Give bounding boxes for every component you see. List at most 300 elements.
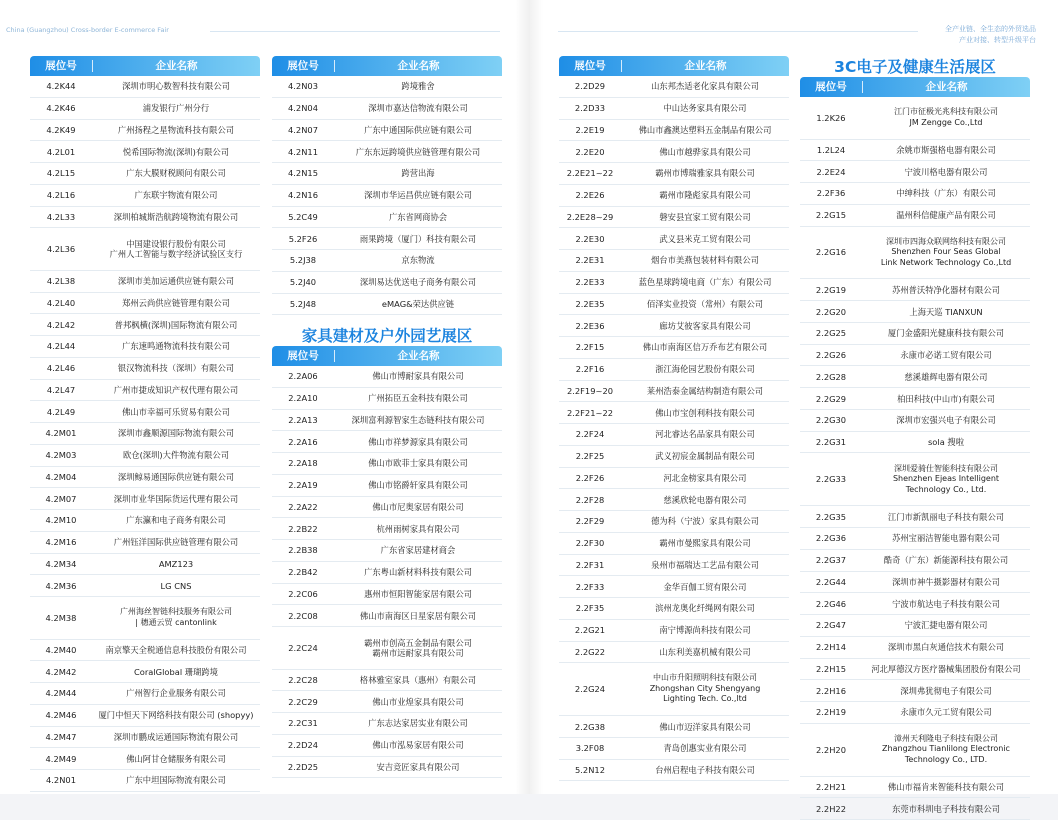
table-row: [30, 228, 260, 271]
booth-number: 2.2G38: [574, 721, 606, 732]
table-row: [272, 294, 502, 316]
table-row: [800, 615, 1030, 637]
booth-column-header: 展位号: [30, 60, 93, 72]
table-body: [272, 76, 502, 315]
table-row: [272, 185, 502, 207]
booth-number: 1.2K26: [816, 112, 846, 123]
table-row: [559, 163, 789, 185]
company-name: 泉州市福瑞达工艺品有限公司: [651, 559, 759, 570]
company-name: 霸州市博瑞雅家具有限公司: [655, 168, 755, 179]
company-name: 佰泽实业投资（常州）有限公司: [646, 298, 764, 309]
company-name: LG CNS: [160, 580, 192, 591]
table-row: [272, 497, 502, 519]
table-row: [800, 366, 1030, 388]
booth-number: 4.2L46: [46, 363, 76, 374]
booth-number: 5.2C49: [288, 211, 318, 222]
company-name: 东莞市科圳电子科技有限公司: [892, 803, 1000, 814]
booth-number: 2.2F31: [575, 559, 605, 570]
company-name: 佛山市尼奥家居有限公司: [372, 501, 464, 512]
table-row: [559, 250, 789, 272]
table-row: [30, 661, 260, 683]
table-row: [559, 555, 789, 577]
booth-number: 4.2M38: [45, 612, 77, 623]
booth-number: 2.2B22: [288, 523, 318, 534]
company-name: 深圳富利源智家生态链科技有限公司: [351, 414, 485, 425]
booth-number: 2.2C29: [288, 696, 318, 707]
table-row: [272, 757, 502, 779]
company-name: 漳州天利隆电子科技有限公司 Zhangzhou Tianlilong Electronic Technology Co., LTD.: [882, 733, 1010, 764]
booth-number: 4.2L42: [46, 319, 76, 330]
company-name: 南宁博源尚科技有限公司: [659, 625, 751, 636]
table-row: [800, 410, 1030, 432]
company-name: 佛山市南海区日星家居有限公司: [359, 610, 477, 621]
booth-number: 2.2G16: [815, 247, 847, 258]
company-name: 广东中坦国际物流有限公司: [126, 775, 226, 786]
table-row: [30, 488, 260, 510]
table-row: [272, 453, 502, 475]
table-row: [800, 323, 1030, 345]
table-body: [800, 97, 1030, 820]
company-name: 磐安县宜家工贸有限公司: [659, 211, 751, 222]
company-name: 中山达务家具有限公司: [663, 103, 747, 114]
booth-number: 2.2G24: [574, 684, 606, 695]
table-row: [800, 506, 1030, 528]
table-row: [30, 293, 260, 315]
table-row: [800, 724, 1030, 777]
booth-number: 2.2G28: [815, 371, 847, 382]
booth-number: 2.2G30: [815, 415, 847, 426]
company-name: 山东利美嘉机械有限公司: [659, 646, 751, 657]
exhibitor-table-4: [559, 56, 789, 781]
booth-number: 2.2C24: [288, 642, 318, 653]
booth-number: 2.2D25: [287, 761, 319, 772]
table-row: [800, 637, 1030, 659]
table-row: [800, 593, 1030, 615]
booth-number: 4.2L40: [46, 297, 76, 308]
company-name: 深圳市业华国际货运代理有限公司: [113, 493, 239, 504]
booth-number: 4.2N07: [288, 124, 318, 135]
company-name: 滨州龙奥化纤绳网有限公司: [655, 603, 755, 614]
company-name: 青岛创惠实业有限公司: [663, 743, 747, 754]
table-row: [30, 554, 260, 576]
table-row: [272, 388, 502, 410]
company-name: 山东邦杰适老化家具有限公司: [651, 81, 759, 92]
booth-number: 2.2A18: [288, 458, 318, 469]
company-name: 霸州市创高五金制品有限公司 霸州市远耐家具有限公司: [364, 637, 472, 658]
table-row: [800, 227, 1030, 280]
company-name: 中绅科技（广东）有限公司: [896, 188, 996, 199]
company-name: 欧仓(深圳)大件物流有限公司: [122, 450, 230, 461]
table-row: [800, 345, 1030, 367]
booth-number: 2.2H14: [816, 642, 846, 653]
page-fold: [515, 0, 543, 794]
booth-number: 2.2E24: [816, 166, 846, 177]
table-header: [800, 77, 1030, 97]
table-row: [559, 663, 789, 716]
table-row: [272, 562, 502, 584]
booth-number: 4.2M16: [45, 537, 77, 548]
table-row: [30, 748, 260, 770]
table-row: [272, 207, 502, 229]
company-name: 银汉物流科技（深圳）有限公司: [117, 363, 235, 374]
table-row: [272, 475, 502, 497]
booth-number: 2.2F19~20: [566, 385, 614, 396]
table-row: [30, 380, 260, 402]
company-name: 深圳鲸易通国际供应链有限公司: [117, 471, 235, 482]
header-left-text: China (Guangzhou) Cross-border E-commerce Fair: [6, 26, 169, 34]
booth-number: 2.2E19: [575, 124, 605, 135]
table-row: [559, 381, 789, 403]
table-row: [30, 336, 260, 358]
booth-number: 4.2M46: [45, 710, 77, 721]
company-name: 金华百伽工贸有限公司: [663, 581, 747, 592]
booth-number: 2.2E33: [575, 277, 605, 288]
company-name: 深圳市明心数智科技有限公司: [122, 81, 230, 92]
booth-number: 5.2N12: [575, 765, 605, 775]
table-row: [559, 598, 789, 620]
table-row: [272, 410, 502, 432]
booth-number: 2.2G31: [815, 437, 847, 447]
booth-number: 4.2L36: [46, 244, 76, 254]
table-row: [30, 727, 260, 749]
table-row: [272, 120, 502, 142]
company-name: 悦希国际物流(深圳)有限公司: [122, 146, 230, 157]
section-title-furniture: 家具建材及户外园艺展区: [301, 327, 473, 345]
exhibitor-table-3: [272, 346, 502, 778]
table-row: [30, 770, 260, 792]
table-row: [800, 161, 1030, 183]
table-row: [30, 532, 260, 554]
booth-number: 4.2L44: [46, 341, 76, 352]
table-row: [800, 550, 1030, 572]
booth-number: 5.2J48: [289, 298, 317, 309]
company-name: 深圳市黑白灰通信技术有限公司: [887, 642, 1005, 653]
booth-number: 2.2B42: [288, 567, 318, 578]
table-row: [30, 640, 260, 662]
company-name: 广州智行企业服务有限公司: [126, 688, 226, 699]
booth-number: 2.2F26: [575, 472, 605, 483]
table-row: [559, 620, 789, 642]
company-name: 广州钰洋国际供应链管理有限公司: [113, 537, 239, 548]
table-row: [30, 597, 260, 640]
table-row: [30, 207, 260, 229]
company-name: eMAG&荣达供应链: [381, 298, 455, 309]
table-row: [30, 120, 260, 142]
table-row: [30, 445, 260, 467]
company-column-header: 企业名称: [684, 60, 727, 72]
table-row: [559, 489, 789, 511]
table-row: [800, 453, 1030, 506]
table-row: [272, 518, 502, 540]
company-name: sola 搜啦: [927, 437, 965, 447]
table-row: [272, 605, 502, 627]
company-name: 武义初宸金属制品有限公司: [655, 451, 755, 462]
table-row: [559, 359, 789, 381]
company-name: 烟台市美燕包装材料有限公司: [651, 255, 759, 266]
header-divider-right: [558, 31, 918, 32]
booth-number: 4.2N15: [288, 168, 318, 179]
booth-number: 2.2H20: [816, 744, 846, 755]
booth-number: 2.2F29: [575, 516, 605, 527]
table-row: [800, 702, 1030, 724]
company-name: 蓝色星球跨境电商（广东）有限公司: [638, 277, 772, 288]
booth-number: 2.2A22: [288, 501, 318, 512]
company-column-header: 企业名称: [397, 60, 440, 72]
company-name: 广东瀛和电子商务有限公司: [126, 515, 226, 526]
table-row: [559, 533, 789, 555]
booth-number: 2.2E26: [575, 190, 605, 201]
table-row: [30, 575, 260, 597]
company-name: 中山市升阳照明科技有限公司 Zhongshan City Shengyang Lighting Tech. Co.,ltd: [649, 673, 761, 704]
booth-number: 2.2H19: [816, 707, 846, 718]
booth-number: 2.2G33: [815, 474, 847, 485]
booth-number: 2.2H22: [816, 803, 846, 814]
table-header: [30, 56, 260, 76]
booth-number: 2.2F36: [816, 188, 846, 199]
table-row: [30, 98, 260, 120]
booth-number: 4.2M47: [45, 731, 77, 742]
company-name: 廊坊艾彼客家具有限公司: [659, 320, 751, 331]
company-name: 杭州雨树家具有限公司: [376, 523, 460, 534]
company-column-header: 企业名称: [925, 81, 968, 93]
booth-number: 2.2E21~22: [566, 168, 614, 179]
table-row: [559, 76, 789, 98]
booth-number: 2.2E31: [575, 255, 605, 266]
company-name: 厦门金盛阳光健康科技有限公司: [887, 328, 1005, 339]
table-row: [30, 510, 260, 532]
table-row: [272, 584, 502, 606]
booth-number: 2.2A16: [288, 436, 318, 447]
table-row: [559, 294, 789, 316]
booth-number: 4.2M07: [45, 493, 77, 504]
booth-number: 2.2G36: [815, 533, 847, 544]
company-name: 深圳市神牛摄影器材有限公司: [892, 576, 1000, 587]
company-name: 永康市必诺工贸有限公司: [900, 350, 992, 360]
booth-number: 2.2G44: [815, 576, 847, 587]
company-name: 佛山市铭爵轩家具有限公司: [368, 480, 468, 491]
company-name: 南京擎天全税通信息科技股份有限公司: [105, 644, 247, 655]
company-name: 广东东远跨境供应链管理有限公司: [355, 146, 481, 157]
table-row: [800, 432, 1030, 454]
company-name: 广东联宇物流有限公司: [134, 190, 218, 201]
company-name: 深圳市美加运通供应链有限公司: [117, 276, 235, 287]
company-name: 广州海丝智链科技服务有限公司 | 穗通云贸 cantonlink: [120, 607, 232, 627]
booth-number: 4.2K44: [46, 81, 76, 92]
company-name: 跨境雅舍: [401, 81, 435, 92]
company-name: 广东志达家居实业有限公司: [368, 718, 468, 729]
table-header: [559, 56, 789, 76]
booth-number: 2.2C06: [288, 588, 318, 599]
company-name: 佛山市越骅家具有限公司: [659, 146, 751, 157]
company-name: 惠州市恒阳智能家居有限公司: [364, 588, 472, 599]
company-name: 格林雅室家具（惠州）有限公司: [359, 674, 477, 685]
booth-number: 2.2F33: [575, 581, 605, 592]
table-row: [559, 576, 789, 598]
booth-number: 2.2D24: [287, 740, 319, 751]
table-row: [559, 315, 789, 337]
booth-number: 2.2D33: [574, 103, 606, 114]
company-name: 深圳市四海众联网络科技有限公司 Shenzhen Four Seas Global Link Network Technology Co.,Ltd: [880, 236, 1012, 267]
table-row: [272, 272, 502, 294]
booth-number: 2.2H16: [816, 685, 846, 696]
company-name: 宁波川格电器有限公司: [904, 166, 988, 177]
booth-number: 4.2K46: [46, 103, 76, 114]
exhibitor-table-1: [30, 56, 260, 792]
company-name: 佛山市鑫澳达塑料五金制品有限公司: [638, 124, 772, 135]
table-row: [30, 163, 260, 185]
company-name: 广东中通国际供应链有限公司: [364, 124, 472, 135]
company-name: 中国建设银行股份有限公司 广州人工智能与数字经济试验区支行: [109, 239, 243, 259]
table-row: [559, 98, 789, 120]
company-name: 厦门中恒天下网络科技有限公司 (shopyy): [98, 710, 254, 721]
booth-number: 2.2A19: [288, 480, 318, 491]
booth-number: 2.2F24: [575, 429, 605, 440]
booth-number: 2.2E28~29: [566, 211, 614, 222]
booth-number: 4.2N16: [288, 190, 318, 201]
company-name: 江门市征极光兆科技有限公司 JM Zengge Co.,Ltd: [894, 107, 998, 127]
table-row: [272, 366, 502, 388]
table-row: [30, 401, 260, 423]
booth-number: 4.2L47: [46, 384, 76, 395]
table-row: [800, 798, 1030, 820]
table-row: [800, 777, 1030, 799]
company-name: 深圳爱骑仕智能科技有限公司 Shenzhen Ejeas Intelligent Technology Co., Ltd.: [892, 463, 1000, 494]
booth-number: 2.2C08: [288, 610, 318, 621]
company-column-header: 企业名称: [397, 350, 440, 362]
booth-number: 4.2L33: [46, 211, 76, 222]
company-name: 佛山阿甘仓储服务有限公司: [126, 753, 226, 764]
booth-number: 2.2G19: [815, 284, 847, 295]
company-name: 佛山市博耐家具有限公司: [372, 371, 464, 382]
table-row: [272, 228, 502, 250]
table-header: [272, 56, 502, 76]
booth-number: 4.2L01: [46, 146, 76, 157]
company-name: 郑州云尚供应链管理有限公司: [122, 297, 230, 308]
booth-number: 2.2E36: [575, 320, 605, 331]
company-name: 浦发银行广州分行: [142, 103, 210, 114]
company-name: 浙江海伦园艺股份有限公司: [655, 364, 755, 375]
booth-number: 5.2F26: [288, 233, 318, 244]
booth-number: 5.2J38: [289, 255, 317, 266]
booth-number: 2.2G26: [815, 350, 847, 360]
booth-number: 2.2C28: [288, 674, 318, 685]
table-row: [559, 120, 789, 142]
company-name: 广州市捷成知识产权代理有限公司: [113, 384, 239, 395]
booth-number: 4.2M04: [45, 471, 77, 482]
table-row: [30, 467, 260, 489]
table-row: [30, 423, 260, 445]
table-row: [272, 431, 502, 453]
booth-number: 1.2L24: [816, 144, 846, 155]
table-row: [30, 141, 260, 163]
table-row: [272, 540, 502, 562]
booth-number: 2.2A06: [288, 371, 318, 382]
table-body: [272, 366, 502, 778]
company-name: 温州科信健康产品有限公司: [896, 210, 996, 221]
company-name: 佛山市福肯来智能科技有限公司: [887, 782, 1005, 792]
table-row: [272, 98, 502, 120]
company-name: 河北金榜家具有限公司: [663, 472, 747, 483]
booth-number: 4.2L49: [46, 406, 76, 417]
booth-number: 2.2G46: [815, 598, 847, 609]
booth-number: 4.2N11: [288, 146, 318, 157]
booth-number: 4.2N01: [46, 775, 76, 786]
company-name: 广州扬程之星物流科技有限公司: [117, 124, 235, 135]
booth-number: 2.2F35: [575, 603, 605, 614]
table-row: [272, 76, 502, 98]
table-row: [559, 228, 789, 250]
company-name: AMZ123: [158, 558, 194, 569]
company-name: 深圳市鑫顺源国际物流有限公司: [117, 428, 235, 439]
table-row: [559, 185, 789, 207]
company-name: 深圳市嘉达信物流有限公司: [368, 103, 468, 114]
booth-number: 2.2D29: [574, 81, 606, 92]
booth-column-header: 展位号: [559, 60, 622, 72]
booth-number: 2.2G29: [815, 393, 847, 404]
table-row: [559, 141, 789, 163]
company-name: 安吉竞匠家具有限公司: [376, 761, 460, 772]
booth-number: 4.2M42: [45, 666, 77, 677]
booth-number: 3.2F08: [575, 743, 605, 754]
company-name: 苏州普沃特净化器材有限公司: [892, 284, 1000, 295]
table-row: [272, 691, 502, 713]
booth-number: 4.2L15: [46, 168, 76, 179]
booth-number: 2.2H21: [816, 782, 846, 792]
company-name: 慈溪雄辉电器有限公司: [904, 371, 988, 382]
booth-number: 2.2A13: [288, 414, 318, 425]
company-name: 德为科（宁波）家具有限公司: [651, 516, 759, 527]
company-name: 深圳柏城斯浩航跨境物流有限公司: [113, 211, 239, 222]
header-divider-left: [210, 31, 500, 32]
booth-number: 2.2F30: [575, 538, 605, 549]
company-name: 慈溪欣轮电器有限公司: [663, 494, 747, 505]
company-name: 武义县米克工贸有限公司: [659, 233, 751, 244]
company-name: 霸州市曼熙家具有限公司: [659, 538, 751, 549]
company-name: 跨营出海: [401, 168, 435, 179]
company-name: 佛山市祥梦源家具有限公司: [368, 436, 468, 447]
company-name: 深圳市鹏成运通国际物流有限公司: [113, 731, 239, 742]
table-header: [272, 346, 502, 366]
table-row: [30, 683, 260, 705]
exhibitor-table-5: [800, 77, 1030, 820]
booth-number: 4.2L38: [46, 276, 76, 287]
company-name: 京东物流: [401, 255, 435, 266]
company-name: 广东大膜财税顾问有限公司: [126, 168, 226, 179]
table-row: [559, 511, 789, 533]
company-name: 佛山市宝创利科技有限公司: [655, 407, 755, 418]
company-name: 广东速鸣通物流科技有限公司: [122, 341, 230, 352]
booth-number: 4.2M40: [45, 644, 77, 655]
table-row: [800, 183, 1030, 205]
table-row: [272, 163, 502, 185]
booth-number: 2.2B38: [288, 545, 318, 556]
header-right-line2: 产业对接、转型升级平台: [959, 36, 1036, 44]
booth-number: 2.2H15: [816, 663, 846, 674]
booth-number: 2.2E35: [575, 298, 605, 309]
booth-number: 4.2M34: [45, 558, 77, 569]
booth-number: 2.2G47: [815, 620, 847, 631]
company-name: 广东省家居建材商会: [380, 545, 456, 556]
booth-number: 4.2M49: [45, 753, 77, 764]
company-name: 江门市新凯丽电子科技有限公司: [887, 511, 1005, 522]
booth-number: 4.2L16: [46, 190, 76, 201]
table-row: [30, 76, 260, 98]
booth-number: 2.2C31: [288, 718, 318, 729]
company-name: 佛山市南海区信万乔布艺有限公司: [642, 342, 768, 353]
booth-number: 2.2F28: [575, 494, 605, 505]
booth-number: 4.2M10: [45, 515, 77, 526]
company-name: 广东粤山新材料科技有限公司: [364, 567, 472, 578]
